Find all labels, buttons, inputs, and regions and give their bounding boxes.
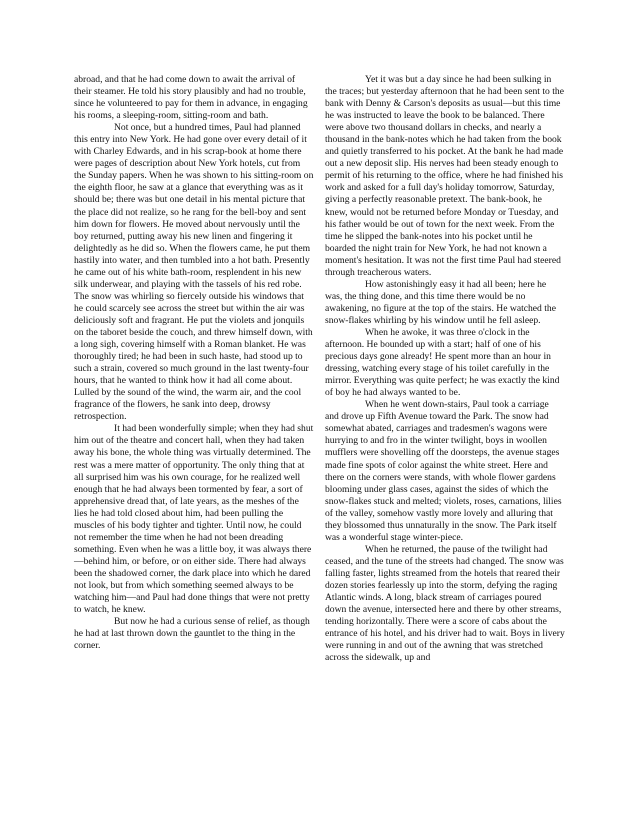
paragraph: It had been wonderfully simple; when they had shut him out of the theatre and concert hall, when they had taken away his bone, the whole thing was virtually determined. The rest was a mere matter of opportunity. The only thing that at all surprised him was his own courage, for he realized well enough that he had always been tormented by fear, a sort of apprehensive dread that, of late years, as the meshes of the lies he had told closed about him, had been pulling the muscles of his body tighter and tighter. Until now, he could not remember the time when he had not been dreading something. Even when he was a little boy, it was always there—behind him, or before, or on either side. There had always been the shadowed corner, the dark place into which he dared not look, but from which something seemed always to be watching him—and Paul had done things that were not pretty to watch, he knew. xyxy=(74,423,314,616)
paragraph: Yet it was but a day since he had been sulking in the traces; but yesterday afternoon that he had been sent to the bank with Denny & Carson's deposits as usual—but this time he was instructed to leave the book to be balanced. There were above two thousand dollars in checks, and nearly a thousand in the bank-notes which he had taken from the book and quietly transferred to his pocket. At the bank he had made out a new deposit slip. His nerves had been steady enough to permit of his returning to the office, where he had finished his work and asked for a full day's holiday tomorrow, Saturday, giving a perfectly reasonable pretext. The bank-book, he knew, would not be returned before Monday or Tuesday, and his father would be out of town for the next week. From the time he slipped the bank-notes into his pocket until he boarded the night train for New York, he had not known a moment's hesitation. It was not the first time Paul had steered through treacherous waters. xyxy=(325,74,564,278)
paragraph: When he went down-stairs, Paul took a carriage and drove up Fifth Avenue toward the Park. The snow had somewhat abated, carriages and tradesmen's wagons were hurrying to and fro in the winter twilight, boys in woollen mufflers were shovelling off the doorsteps, the avenue stages made fine spots of color against the white street. Here and there on the corners were stands, with whole flower gardens blooming under glass cases, against the sides of which the snow-flakes stuck and melted; violets, roses, carnations, lilies of the valley, somehow vastly more lovely and alluring that they blossomed thus unnaturally in the snow. The Park itself was a wonderful stage winter-piece. xyxy=(325,399,562,543)
left-column xyxy=(74,74,314,652)
paragraph: How astonishingly easy it had all been; here he was, the thing done, and this time there would be no awakening, no figure at the top of the stairs. He watched the snow-flakes whirling by his window until he fell asleep. xyxy=(325,278,556,326)
paragraph: But now he had a curious sense of relief, as though he had at last thrown down the gauntlet to the thing in the corner. xyxy=(74,616,310,652)
right-column xyxy=(325,74,565,664)
paragraph: abroad, and that he had come down to await the arrival of their steamer. He told his story plausibly and had no trouble, since he volunteered to pay for them in advance, in engaging his rooms, a sleeping-room, sitting-room and bath. xyxy=(74,74,308,122)
paragraph: When he returned, the pause of the twilight had ceased, and the tune of the streets had changed. The snow was falling faster, lights streamed from the hotels that reared their dozen stories fearlessly up into the storm, defying the raging Atlantic winds. A long, black stream of carriages poured down the avenue, intersected here and there by other streams, tending horizontally. There were a score of cabs about the entrance of his hotel, and his driver had to wait. Boys in livery were running in and out of the awning that was stretched across the sidewalk, up and xyxy=(325,543,565,664)
paragraph: Not once, but a hundred times, Paul had planned this entry into New York. He had gone over every detail of it with Charley Edwards, and in his scrap-book at home there were pages of description about New York hotels, cut from the Sunday papers. When he was shown to his sitting-room on the eighth floor, he saw at a glance that everything was as it should be; there was but one detail in his mental picture that the place did not realize, so he rang for the bell-boy and sent him down for flowers. He moved about nervously until the boy returned, putting away his new linen and fingering it delightedly as he did so. When the flowers came, he put them hastily into water, and then tumbled into a hot bath. Presently he came out of his white bath-room, resplendent in his new silk underwear, and playing with the tassels of his red robe. The snow was whirling so fiercely outside his windows that he could scarcely see across the street but within the air was deliciously soft and fragrant. He put the violets and jonquils on the taboret beside the couch, and threw himself down, with a long sigh, covering himself with a Roman blanket. He was thoroughly tired; he had been in such haste, had stood up to such a strain, covered so much ground in the last twenty-four hours, that he wanted to think how it had all come about. Lulled by the sound of the wind, the warm air, and the cool fragrance of the flowers, he sank into deep, drowsy retrospection. xyxy=(74,122,314,423)
paragraph: When he awoke, it was three o'clock in the afternoon. He bounded up with a start; half of one of his precious days gone already! He spent more than an hour in dressing, watching every stage of his toilet carefully in the mirror. Everything was quite perfect; he was exactly the kind of boy he had always wanted to be. xyxy=(325,326,560,399)
